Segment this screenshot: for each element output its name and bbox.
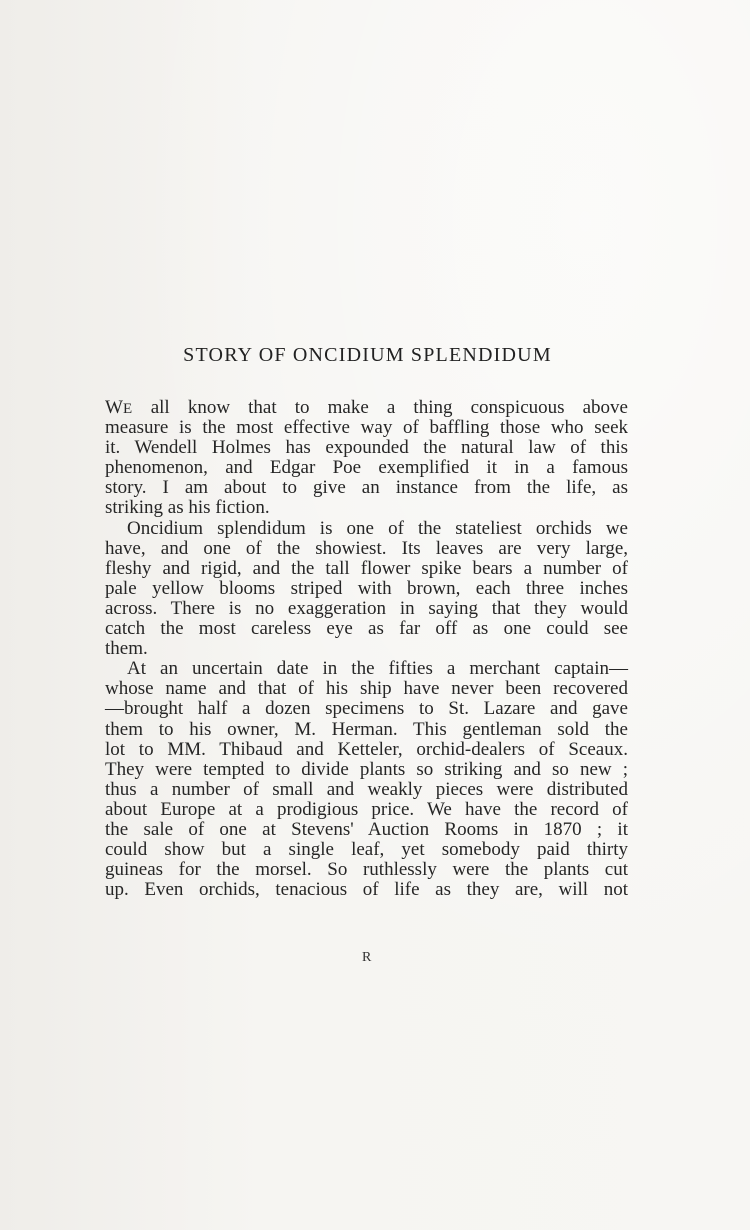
text-line: them to his owner, M. Herman. This gentleman sold the — [105, 718, 628, 740]
text-line: pale yellow blooms striped with brown, each three inches — [105, 577, 628, 599]
signature-mark: R — [362, 950, 372, 965]
text-line: story. I am about to give an instance from the life, as — [105, 477, 628, 499]
dropcap-small-caps: E — [122, 401, 133, 417]
chapter-title: STORY OF ONCIDIUM SPLENDIDUM — [183, 344, 552, 366]
dropcap-initial: W — [105, 397, 123, 418]
text-line: across. There is no exaggeration in saying that they would — [105, 597, 628, 619]
text-line: thus a number of small and weakly pieces were distributed — [105, 778, 628, 800]
text-line: measure is the most effective way of baffling those who seek — [105, 417, 628, 439]
text-line — [105, 398, 628, 418]
text-line: They were tempted to divide plants so striking and so new ; — [105, 758, 628, 780]
text-line: Oncidium splendidum is one of the stateliest orchids we — [127, 517, 628, 539]
text-line: them. — [105, 638, 148, 660]
text-line: up. Even orchids, tenacious of life as they are, will not — [105, 879, 628, 901]
text-line: the sale of one at Stevens' Auction Rooms in 1870 ; it — [105, 818, 628, 840]
text-line: At an uncertain date in the fifties a merchant captain— — [127, 658, 628, 680]
text-line: striking as his fiction. — [105, 497, 270, 519]
text-line: it. Wendell Holmes has expounded the natural law of this — [105, 437, 628, 459]
text-line-rest: all know that to make a thing conspicuous above — [132, 397, 628, 418]
text-line: —brought half a dozen specimens to St. Lazare and gave — [105, 698, 628, 720]
text-line: lot to MM. Thibaud and Ketteler, orchid-dealers of Sceaux. — [105, 738, 628, 760]
text-line: about Europe at a prodigious price. We have the record of — [105, 798, 628, 820]
chapter-body — [105, 398, 628, 900]
text-line: phenomenon, and Edgar Poe exemplified it in a famous — [105, 457, 628, 479]
text-line: whose name and that of his ship have never been recovered — [105, 678, 628, 700]
text-line: have, and one of the showiest. Its leaves are very large, — [105, 537, 628, 559]
text-line: guineas for the morsel. So ruthlessly were the plants cut — [105, 859, 628, 881]
text-line: fleshy and rigid, and the tall flower spike bears a number of — [105, 557, 628, 579]
text-line: could show but a single leaf, yet somebody paid thirty — [105, 839, 628, 861]
text-line: catch the most careless eye as far off as one could see — [105, 618, 628, 640]
